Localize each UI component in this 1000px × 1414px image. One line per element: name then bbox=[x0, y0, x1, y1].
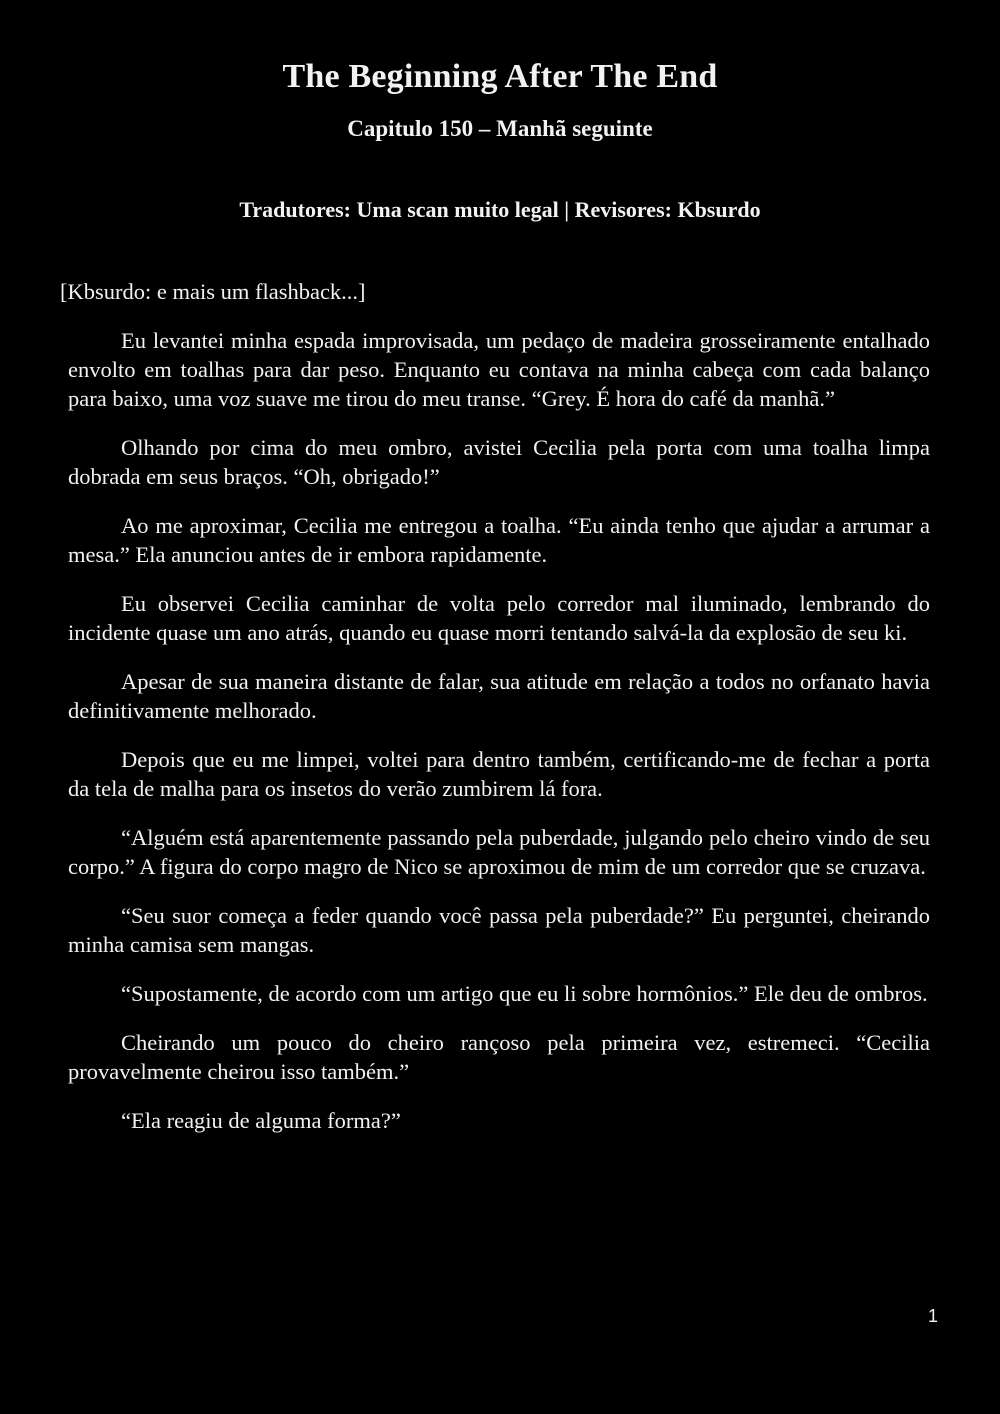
paragraph: Olhando por cima do meu ombro, avistei Cecilia pela porta com uma toalha limpa dobrada em seus braços. “Oh, obrigado!” bbox=[68, 435, 930, 489]
paragraph: Cheirando um pouco do cheiro rançoso pela primeira vez, estremeci. “Cecilia provavelmente cheirou isso também.” bbox=[68, 1030, 930, 1084]
chapter-subtitle: Capitulo 150 – Manhã seguinte bbox=[347, 116, 653, 141]
paragraph: Depois que eu me limpei, voltei para dentro também, certificando-me de fechar a porta da tela de malha para os insetos do verão zumbirem lá fora. bbox=[68, 747, 930, 801]
paragraph: “Ela reagiu de alguma forma?” bbox=[121, 1108, 401, 1133]
credits-line: Tradutores: Uma scan muito legal | Revisores: Kbsurdo bbox=[239, 197, 761, 222]
paragraph: “Alguém está aparentemente passando pela puberdade, julgando pelo cheiro vindo de seu corpo.” A figura do corpo magro de Nico se aproximou de mim de um corredor que se cruzava. bbox=[68, 825, 930, 879]
document-title: The Beginning After The End bbox=[282, 58, 718, 95]
paragraph: Apesar de sua maneira distante de falar, sua atitude em relação a todos no orfanato havia definitivamente melhorado. bbox=[68, 669, 930, 723]
paragraph: “Supostamente, de acordo com um artigo que eu li sobre hormônios.” Ele deu de ombros. bbox=[121, 981, 928, 1006]
page-number: 1 bbox=[927, 1306, 938, 1326]
paragraph: Eu observei Cecilia caminhar de volta pelo corredor mal iluminado, lembrando do incidente quase um ano atrás, quando eu quase morri tentando salvá-la da explosão de seu ki. bbox=[68, 591, 930, 645]
editor-note: [Kbsurdo: e mais um flashback...] bbox=[60, 279, 366, 304]
paragraph: “Seu suor começa a feder quando você passa pela puberdade?” Eu perguntei, cheirando minha camisa sem mangas. bbox=[68, 903, 930, 957]
chapter-body bbox=[60, 277, 930, 1155]
paragraph: Eu levantei minha espada improvisada, um pedaço de madeira grosseiramente entalhado envolto em toalhas para dar peso. Enquanto eu contava na minha cabeça com cada balanço para baixo, uma voz suave me tirou do meu transe. “Grey. É hora do café da manhã.” bbox=[68, 328, 930, 411]
paragraph: Ao me aproximar, Cecilia me entregou a toalha. “Eu ainda tenho que ajudar a arrumar a mesa.” Ela anunciou antes de ir embora rapidamente. bbox=[68, 513, 930, 567]
